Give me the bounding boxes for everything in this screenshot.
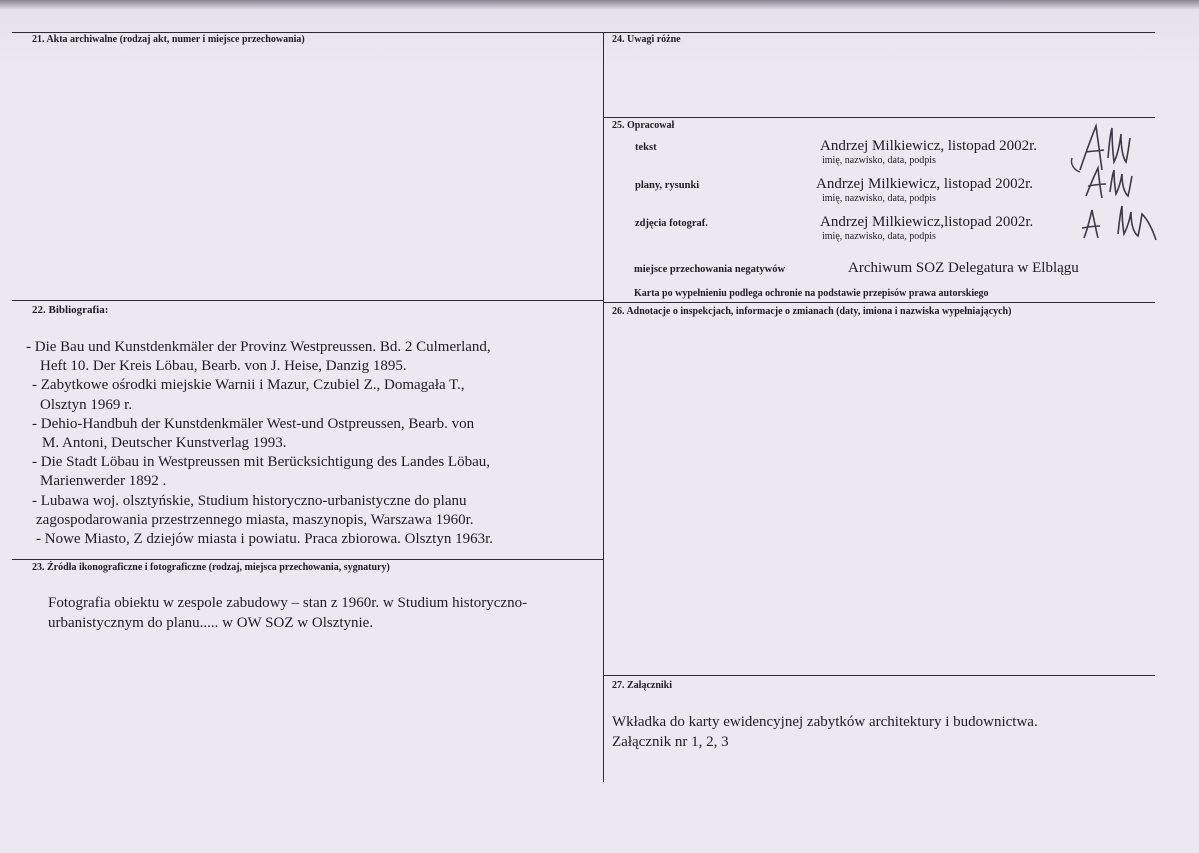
bibliography-line: Heft 10. Der Kreis Löbau, Bearb. von J. Heise, Danzig 1895.	[40, 358, 407, 375]
rule-26-27	[603, 675, 1155, 676]
attachments-text	[612, 713, 1038, 752]
bibliography-line: Olsztyn 1969 r.	[40, 396, 133, 413]
section-24-title: 24. Uwagi różne	[612, 34, 681, 45]
section-26-title: 26. Adnotacje o inspekcjach, informacje o zmianach (daty, imiona i nazwiska wypełniających)	[612, 306, 1012, 317]
bibliography-line: - Lubawa woj. olsztyńskie, Studium historyczno-urbanistyczne do planu	[32, 492, 467, 509]
bibliography-line: - Dehio-Handbuh der Kunstdenkmäler West-und Ostpreussen, Bearb. von	[32, 415, 475, 432]
value-zdjecia-fotograf: Andrzej Milkiewicz,listopad 2002r.	[820, 214, 1034, 230]
signature-2	[1072, 162, 1142, 204]
caption-zdjecia-fotograf: imię, nazwisko, data, podpis	[822, 231, 936, 242]
label-negatives: miejsce przechowania negatywów	[634, 264, 786, 275]
value-negatives: Archiwum SOZ Delegatura w Elblągu	[848, 260, 1079, 276]
rule-25-26-right	[603, 302, 1155, 303]
value-tekst: Andrzej Milkiewicz, listopad 2002r.	[820, 138, 1038, 154]
copyright-note: Karta po wypełnieniu podlega ochronie na podstawie przepisów prawa autorskiego	[634, 288, 989, 299]
label-zdjecia-fotograf: zdjęcia fotograf.	[635, 218, 708, 229]
bibliography-list	[26, 338, 596, 549]
rule-21-22-left	[12, 300, 603, 301]
center-divider	[603, 32, 604, 782]
caption-plany-rysunki: imię, nazwisko, data, podpis	[822, 193, 936, 204]
section-25-title: 25. Opracował	[612, 120, 675, 131]
section-22-title: 22. Bibliografia:	[32, 304, 109, 316]
bibliography-line: - Nowe Miasto, Z dziejów miasta i powiatu. Praca zbiorowa. Olsztyn 1963r.	[36, 531, 493, 548]
label-plany-rysunki: plany, rysunki	[635, 180, 700, 191]
caption-tekst: imię, nazwisko, data, podpis	[822, 155, 936, 166]
bibliography-line: - Die Stadt Löbau in Westpreussen mit Berücksichtigung des Landes Löbau,	[32, 454, 491, 471]
bibliography-line: zagospodarowania przestrzennego miasta, maszynopis, Warszawa 1960r.	[36, 511, 474, 528]
top-rule	[12, 32, 1155, 33]
bibliography-line: - Die Bau und Kunstdenkmäler der Provinz Westpreussen. Bd. 2 Culmerland,	[26, 339, 491, 355]
scan-edge-shadow	[0, 0, 1199, 10]
attachments-line: Wkładka do karty ewidencyjnej zabytków architektury i budownictwa.	[612, 714, 1038, 730]
value-plany-rysunki: Andrzej Milkiewicz, listopad 2002r.	[816, 176, 1034, 192]
section-23-title: 23. Źródła ikonograficzne i fotograficzne (rodzaj, miejsca przechowania, sygnatury)	[32, 562, 390, 573]
section-27-title: 27. Załączniki	[612, 680, 673, 691]
sources-line: Fotografia obiektu w zespole zabudowy – stan z 1960r. w Studium historyczno-	[48, 595, 528, 611]
sources-line: urbanistycznym do planu..... w OW SOZ w Olsztynie.	[48, 614, 374, 631]
bibliography-line: - Zabytkowe ośrodki miejskie Warnii i Mazur, Czubiel Z., Domagała T.,	[32, 377, 465, 394]
sources-text	[48, 594, 527, 633]
bibliography-line: Marienwerder 1892 .	[40, 473, 167, 490]
label-tekst: tekst	[635, 142, 657, 153]
section-21-title: 21. Akta archiwalne (rodzaj akt, numer i miejsce przechowania)	[32, 34, 305, 45]
signature-3	[1070, 200, 1166, 246]
rule-22-23	[12, 559, 603, 560]
bibliography-line: M. Antoni, Deutscher Kunstverlag 1993.	[42, 435, 287, 452]
attachments-line: Załącznik nr 1, 2, 3	[612, 733, 729, 750]
